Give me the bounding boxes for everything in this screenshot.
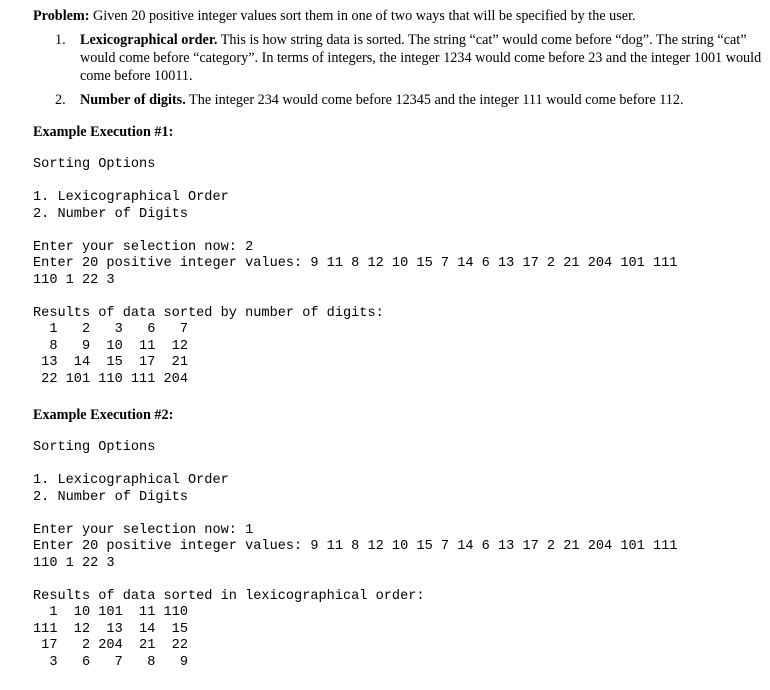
requirement-item bbox=[33, 91, 763, 109]
results-header: Results of data sorted in lexicographical order: bbox=[33, 588, 425, 604]
results-row: 13 14 15 17 21 bbox=[33, 355, 188, 370]
values-line-continued: 110 1 22 3 bbox=[33, 272, 115, 288]
requirement-text: This is how string data is sorted. The string “cat” would come before “dog”. The string “cat” would come before “category”. In terms of integers, the integer 1234 would come before 23 and the integer 1001 would come before 10011. bbox=[80, 32, 762, 84]
requirement-item bbox=[33, 31, 763, 85]
results-row: 22 101 110 111 204 bbox=[33, 371, 188, 387]
requirement-text: The integer 234 would come before 12345 and the integer 111 would come before 112. bbox=[185, 92, 684, 108]
example-heading: Example Execution #1: bbox=[33, 124, 174, 140]
menu-option-1: 1. Lexicographical Order bbox=[33, 473, 229, 488]
values-line: Enter 20 positive integer values: 9 11 8 12 10 15 7 14 6 13 17 2 21 204 101 111 bbox=[33, 539, 678, 554]
requirement-title: Lexicographical order. bbox=[80, 32, 218, 48]
values-line: Enter 20 positive integer values: 9 11 8 12 10 15 7 14 6 13 17 2 21 204 101 111 bbox=[33, 256, 678, 271]
requirement-number: 1. bbox=[55, 32, 66, 48]
problem-statement bbox=[33, 7, 763, 25]
requirement-title: Number of digits. bbox=[80, 92, 186, 108]
values-line-continued: 110 1 22 3 bbox=[33, 555, 115, 571]
example-heading: Example Execution #2: bbox=[33, 407, 174, 423]
menu-title: Sorting Options bbox=[33, 440, 156, 455]
results-row: 111 12 13 14 15 bbox=[33, 621, 188, 637]
results-row: 1 10 101 11 110 bbox=[33, 605, 188, 620]
results-row: 17 2 204 21 22 bbox=[33, 638, 188, 653]
document-page bbox=[33, 7, 763, 671]
selection-line: Enter your selection now: 2 bbox=[33, 239, 254, 255]
menu-option-2: 2. Number of Digits bbox=[33, 489, 188, 505]
results-row: 3 6 7 8 9 bbox=[33, 654, 188, 670]
problem-label: Problem: bbox=[33, 8, 90, 24]
requirements-list bbox=[33, 31, 763, 109]
results-header: Results of data sorted by number of digits: bbox=[33, 305, 384, 321]
menu-option-2: 2. Number of Digits bbox=[33, 206, 188, 222]
selection-line: Enter your selection now: 1 bbox=[33, 522, 254, 538]
requirement-number: 2. bbox=[55, 92, 66, 108]
results-row: 8 9 10 11 12 bbox=[33, 338, 188, 354]
problem-text: Given 20 positive integer values sort them in one of two ways that will be specified by the user. bbox=[89, 8, 636, 24]
results-row: 1 2 3 6 7 bbox=[33, 322, 188, 337]
menu-title: Sorting Options bbox=[33, 157, 156, 172]
menu-option-1: 1. Lexicographical Order bbox=[33, 190, 229, 205]
